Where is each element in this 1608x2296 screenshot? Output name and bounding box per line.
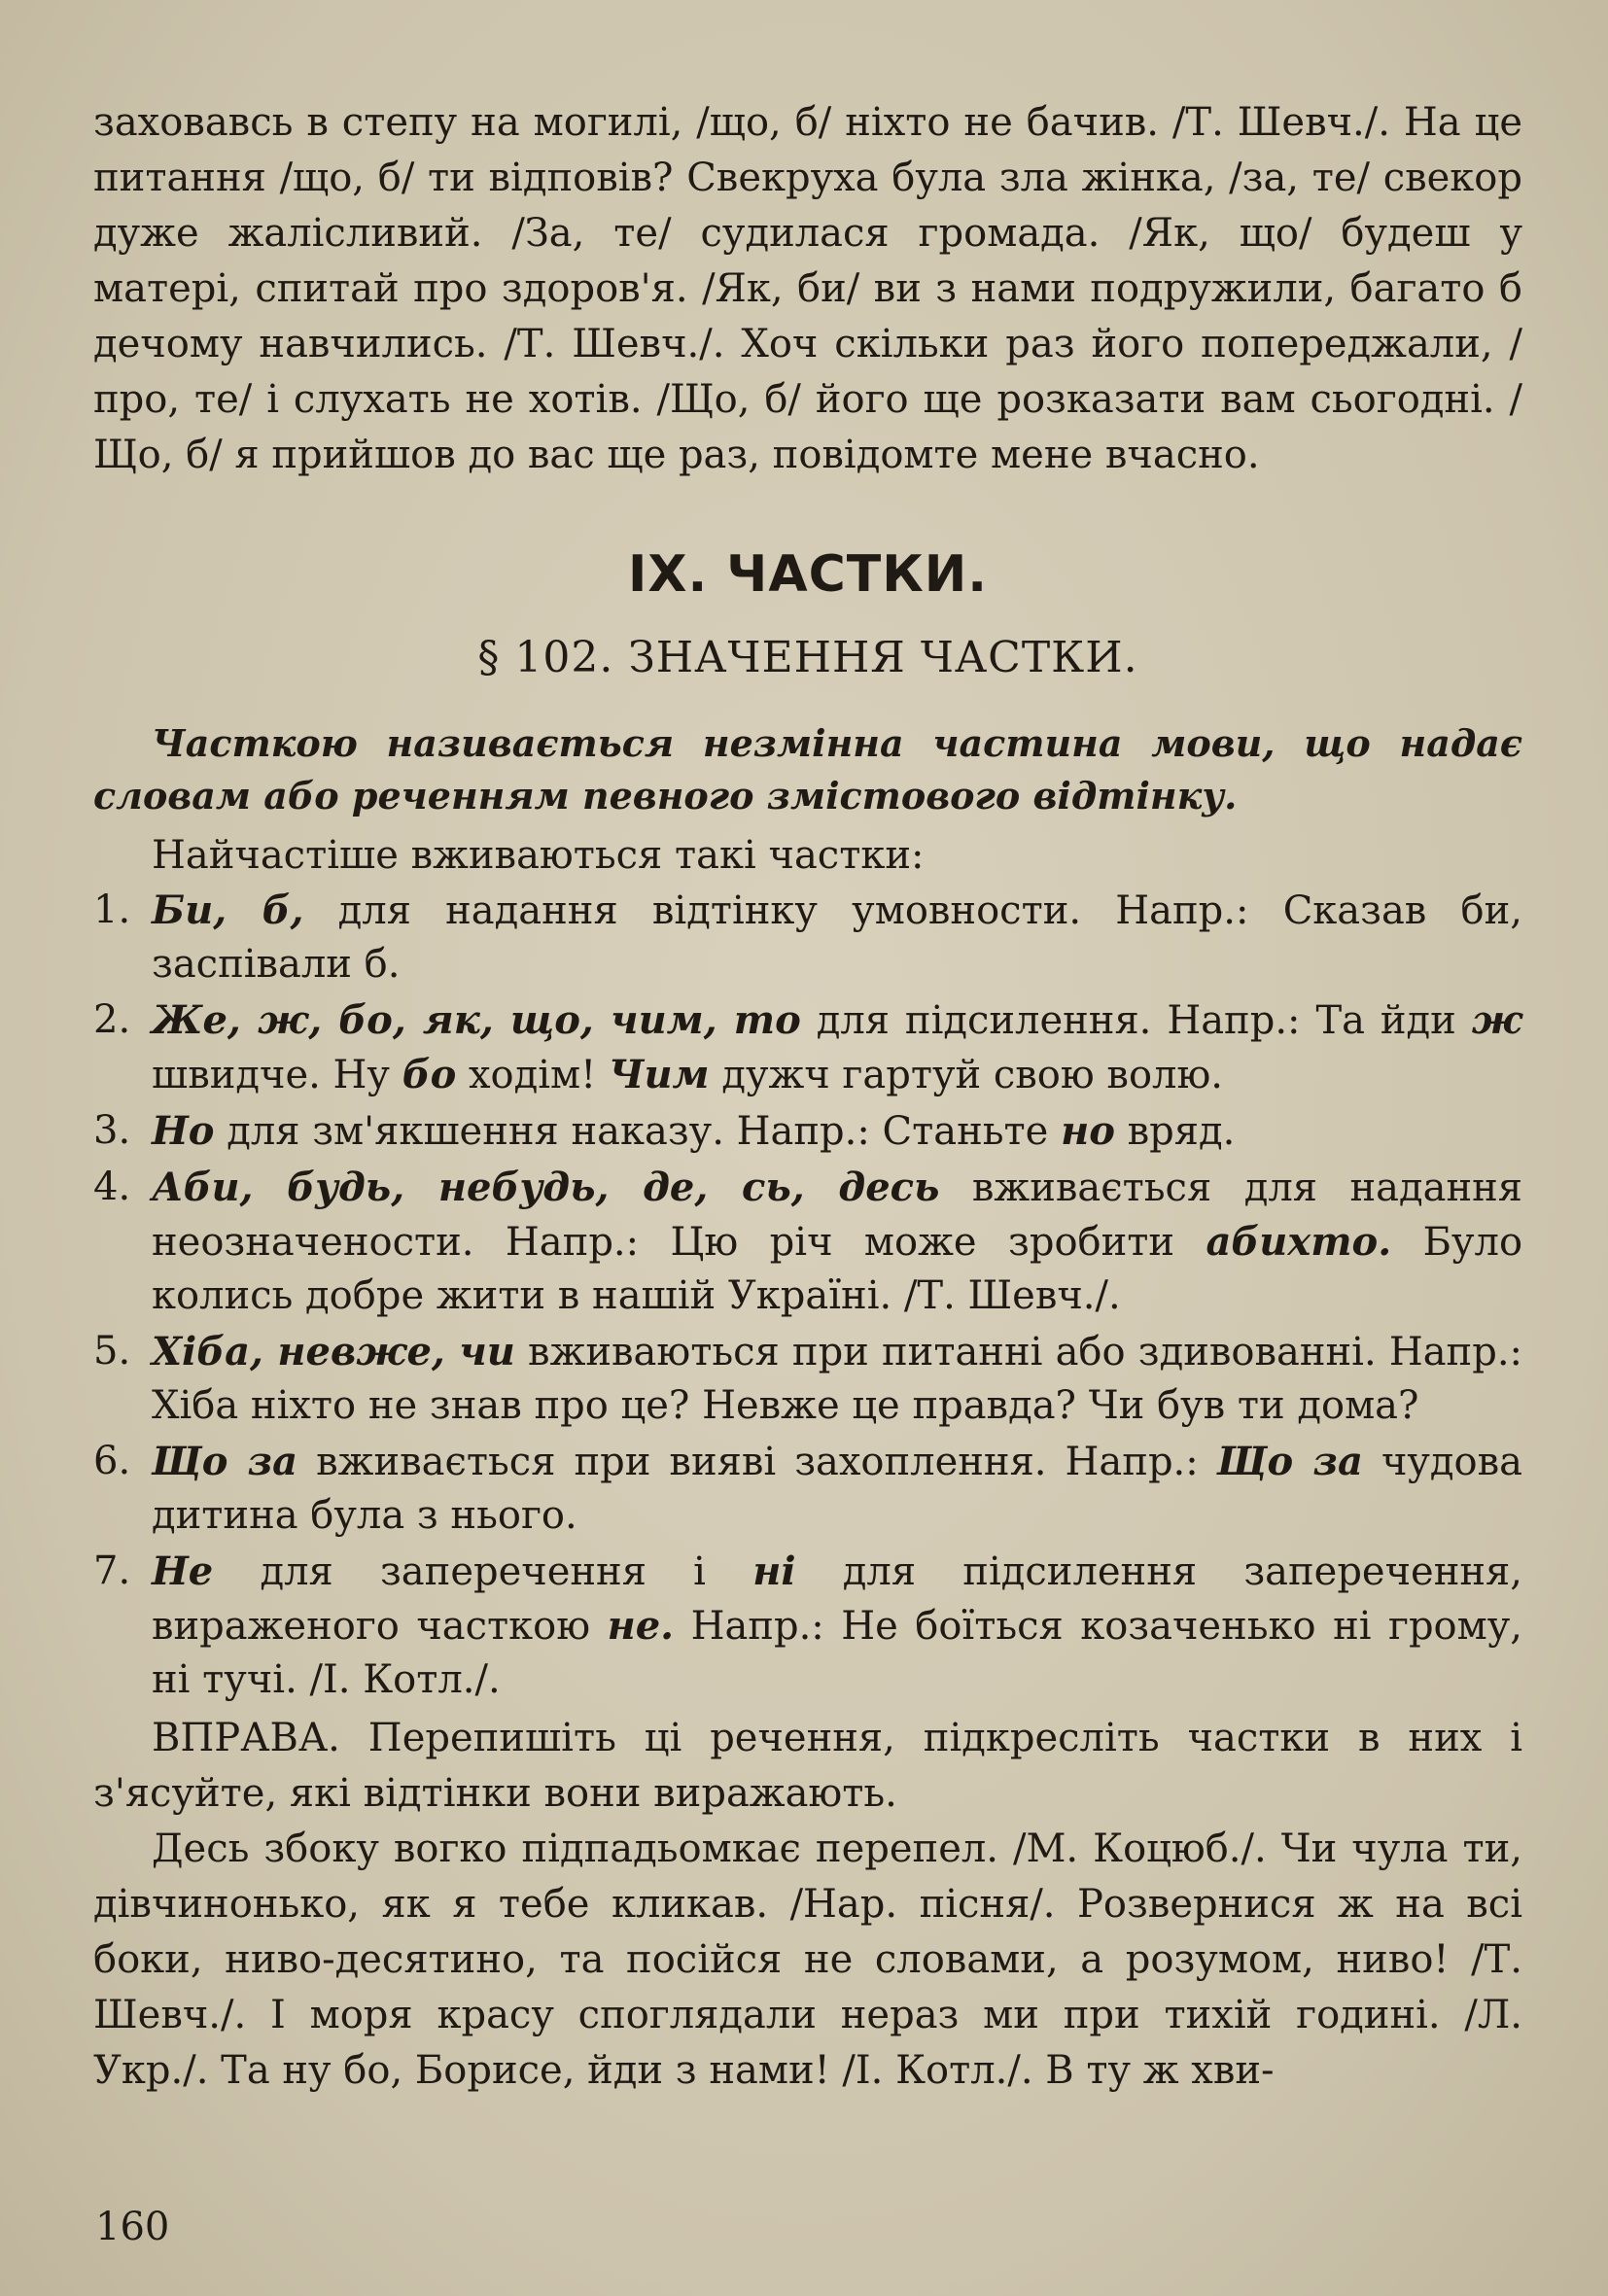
page-number: 160 [95, 2205, 170, 2249]
exercise-instruction: ВПРАВА. Перепишіть ці речення, підкресліть частки в них і з'ясуйте, які відтінки вони виражають. [93, 1716, 1522, 1816]
list-item: 5. Хіба, невже, чи вживаються при питанні або здивованні. Напр.: Хіба ніхто не знав про це? Невже це правда? Чи був ти дома? [93, 1325, 1522, 1433]
chapter-title: IX. ЧАСТКИ. [628, 545, 988, 604]
definition: Часткою називається незмінна частина мови, що надає словам або реченням певного змістового відтінку. [93, 721, 1522, 818]
list-item: 3. Но для зм'якшення наказу. Напр.: Станьте но вряд. [93, 1104, 1522, 1159]
item-number: 1. [93, 887, 131, 932]
list-item: 6. Що за вживається при вияві захоплення. Напр.: Що за чудова дитина була з нього. [93, 1435, 1522, 1543]
continuation-paragraph: заховавсь в степу на могилі, /що, б/ ніхто не бачив. /Т. Шевч./. На це питання /що, б/ ти відповів? Свекруха була зла жінка, /за, те/ свекор дуже жалісливий. /За, те/ судилася громада. /Як, що/ будеш у матері, спитай про здоров'я. /Як, би/ ви з нами подружили, багато б дечому навчились. /Т. Шевч./. Хоч скільки раз його попереджали, /про, те/ і слухать не хотів. /Що, б/ його ще розказати вам сьогодні. /Що, б/ я прийшов до вас ще раз, повідомте мене вчасно. [93, 100, 1522, 477]
item-number: 6. [93, 1439, 131, 1483]
exercise-text: Десь збоку вогко підпадьомкає перепел. /М. Коцюб./. Чи чула ти, дівчинонько, як я тебе кликав. /Нар. пісня/. Розвернися ж на всі боки, ниво-десятино, та посійся не словами, а розумом, ниво! /Т. Шевч./. І моря красу споглядали нераз ми при тихій годині. /Л. Укр./. Та ну бо, Борисе, йди з нами! /І. Котл./. В ту ж хви- [93, 1826, 1522, 2093]
list-item: 7. Не для заперечення і ні для підсилення заперечення, вираженого часткою не. Напр.: Не боїться козаченько ні грому, ні тучі. /І. Котл./. [93, 1545, 1522, 1707]
item-number: 7. [93, 1548, 131, 1593]
particles-list [93, 884, 1522, 1707]
item-number: 3. [93, 1108, 131, 1153]
list-intro: Найчастіше вживаються такі частки: [152, 833, 925, 878]
page-content [93, 95, 1522, 2099]
item-number: 5. [93, 1329, 131, 1374]
item-number: 2. [93, 997, 131, 1042]
list-item: 4. Аби, будь, небудь, де, сь, десь вживається для надання неозначености. Напр.: Цю річ може зробити абихто. Було колись добре жити в нашій Україні. /Т. Шевч./. [93, 1161, 1522, 1323]
list-item: 1. Би, б, для надання відтінку умовности. Напр.: Сказав би, заспівали б. [93, 884, 1522, 991]
list-item: 2. Же, ж, бо, як, що, чим, то для підсилення. Напр.: Та йди ж швидче. Ну бо ходім! Чим дужч гартуй свою волю. [93, 993, 1522, 1102]
section-title: § 102. ЗНАЧЕННЯ ЧАСТКИ. [477, 633, 1138, 682]
item-number: 4. [93, 1165, 131, 1209]
